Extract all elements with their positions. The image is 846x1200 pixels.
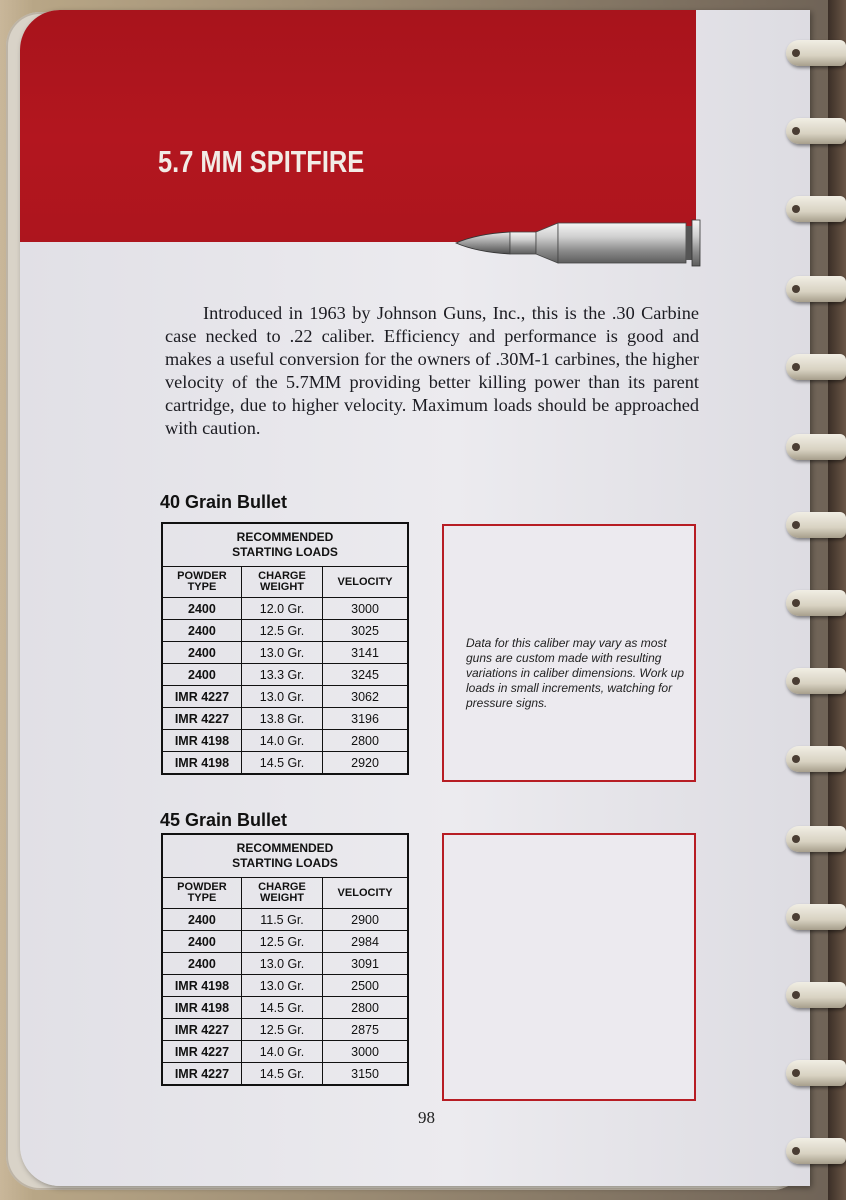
- charge-cell: 14.5 Gr.: [241, 1063, 322, 1086]
- powder-cell: 2400: [162, 953, 241, 975]
- table-row: [162, 1019, 408, 1041]
- spiral-ring: [786, 668, 846, 694]
- charge-cell: 14.5 Gr.: [241, 997, 322, 1019]
- charge-cell: 14.0 Gr.: [241, 1041, 322, 1063]
- table-row: [162, 708, 408, 730]
- table-title: [162, 834, 408, 878]
- section-title-40-grain: 40 Grain Bullet: [160, 492, 288, 512]
- charge-cell: 14.5 Gr.: [241, 752, 322, 775]
- spiral-ring: [786, 512, 846, 538]
- velocity-cell: 3150: [323, 1063, 408, 1086]
- charge-cell: 12.5 Gr.: [241, 931, 322, 953]
- velocity-cell: 3196: [323, 708, 408, 730]
- charge-cell: 13.0 Gr.: [241, 686, 322, 708]
- velocity-cell: 2800: [323, 997, 408, 1019]
- header-band: [20, 10, 696, 242]
- spiral-ring: [786, 982, 846, 1008]
- table-title-line1: RECOMMENDED: [236, 841, 334, 855]
- charge-cell: 12.0 Gr.: [241, 598, 322, 620]
- powder-cell: 2400: [162, 931, 241, 953]
- powder-cell: IMR 4198: [162, 752, 241, 775]
- powder-cell: IMR 4227: [162, 708, 241, 730]
- spiral-ring: [786, 826, 846, 852]
- velocity-cell: 3025: [323, 620, 408, 642]
- velocity-cell: 3000: [323, 598, 408, 620]
- powder-cell: 2400: [162, 598, 241, 620]
- charge-cell: 12.5 Gr.: [241, 620, 322, 642]
- spiral-ring: [786, 196, 846, 222]
- velocity-cell: 2984: [323, 931, 408, 953]
- table-row: [162, 664, 408, 686]
- powder-cell: IMR 4227: [162, 1063, 241, 1086]
- book-page: [20, 10, 810, 1186]
- powder-cell: IMR 4198: [162, 730, 241, 752]
- charge-cell: 11.5 Gr.: [241, 909, 322, 931]
- col-header-velocity: VELOCITY: [323, 878, 408, 909]
- charge-cell: 13.0 Gr.: [241, 975, 322, 997]
- spiral-ring: [786, 118, 846, 144]
- table-row: [162, 1041, 408, 1063]
- spiral-ring: [786, 40, 846, 66]
- spiral-ring: [786, 590, 846, 616]
- spiral-ring: [786, 904, 846, 930]
- empty-note-box: [442, 833, 696, 1101]
- powder-cell: IMR 4227: [162, 1019, 241, 1041]
- velocity-cell: 3062: [323, 686, 408, 708]
- spiral-ring: [786, 746, 846, 772]
- spiral-ring: [786, 1138, 846, 1164]
- powder-cell: 2400: [162, 620, 241, 642]
- table-row: [162, 997, 408, 1019]
- caliber-note-text: Data for this caliber may vary as most guns are custom made with resulting variations in caliber dimensions. Work up loads in small increments, watching for pressure signs.: [466, 636, 685, 710]
- page-title: 5.7 MM SPITFIRE: [158, 144, 365, 179]
- col-header-powder-line1: POWDER: [177, 570, 227, 582]
- table-title: [162, 523, 408, 567]
- table-title-line1: RECOMMENDED: [236, 530, 334, 544]
- table-row: [162, 620, 408, 642]
- table-row: [162, 1063, 408, 1086]
- caliber-note-box: [442, 524, 696, 782]
- spiral-ring: [786, 354, 846, 380]
- table-row: [162, 686, 408, 708]
- spiral-ring: [786, 1060, 846, 1086]
- powder-cell: IMR 4227: [162, 686, 241, 708]
- page-number: 98: [418, 1108, 435, 1127]
- velocity-cell: 3141: [323, 642, 408, 664]
- table-title-line2: STARTING LOADS: [232, 856, 338, 870]
- col-header-powder-line1: POWDER: [177, 881, 227, 893]
- powder-cell: IMR 4198: [162, 997, 241, 1019]
- velocity-cell: 3245: [323, 664, 408, 686]
- col-header-velocity: VELOCITY: [323, 567, 408, 598]
- charge-cell: 14.0 Gr.: [241, 730, 322, 752]
- velocity-cell: 2920: [323, 752, 408, 775]
- velocity-cell: 3091: [323, 953, 408, 975]
- charge-cell: 13.0 Gr.: [241, 953, 322, 975]
- spiral-ring: [786, 434, 846, 460]
- velocity-cell: 2900: [323, 909, 408, 931]
- intro-paragraph: Introduced in 1963 by Johnson Guns, Inc., this is the .30 Carbine case necked to .22 caliber. Efficiency and performance is good and makes a useful conversion for the owners of .30M-1 carbines, the higher velocity of the 5.7MM providing better killing power than its parent cartridge, due to higher velocity. Maximum loads should be approached with caution.: [165, 303, 699, 438]
- charge-cell: 13.8 Gr.: [241, 708, 322, 730]
- col-header-powder-line2: TYPE: [187, 581, 217, 593]
- table-title-line2: STARTING LOADS: [232, 545, 338, 559]
- table-row: [162, 975, 408, 997]
- section-title-45-grain: 45 Grain Bullet: [160, 810, 288, 830]
- col-header-charge-line1: CHARGE: [258, 570, 306, 582]
- velocity-cell: 3000: [323, 1041, 408, 1063]
- velocity-cell: 2800: [323, 730, 408, 752]
- col-header-charge-weight: [241, 567, 322, 598]
- charge-cell: 12.5 Gr.: [241, 1019, 322, 1041]
- col-header-powder-type: [162, 567, 241, 598]
- col-header-powder-type: [162, 878, 241, 909]
- powder-cell: IMR 4227: [162, 1041, 241, 1063]
- col-header-charge-line2: WEIGHT: [259, 892, 304, 904]
- table-row: [162, 730, 408, 752]
- spiral-ring: [786, 276, 846, 302]
- col-header-charge-line1: CHARGE: [258, 881, 306, 893]
- velocity-cell: 2500: [323, 975, 408, 997]
- table-row: [162, 642, 408, 664]
- charge-cell: 13.3 Gr.: [241, 664, 322, 686]
- powder-cell: 2400: [162, 664, 241, 686]
- powder-cell: IMR 4198: [162, 975, 241, 997]
- col-header-charge-weight: [241, 878, 322, 909]
- table-row: [162, 752, 408, 775]
- col-header-charge-line2: WEIGHT: [259, 581, 304, 593]
- powder-cell: 2400: [162, 642, 241, 664]
- powder-cell: 2400: [162, 909, 241, 931]
- table-row: [162, 598, 408, 620]
- velocity-cell: 2875: [323, 1019, 408, 1041]
- cartridge-illustration: [452, 216, 702, 270]
- charge-cell: 13.0 Gr.: [241, 642, 322, 664]
- load-table-45-grain: [161, 833, 409, 1086]
- table-row: [162, 931, 408, 953]
- table-row: [162, 909, 408, 931]
- col-header-powder-line2: TYPE: [187, 892, 217, 904]
- table-row: [162, 953, 408, 975]
- load-table-40-grain: [161, 522, 409, 775]
